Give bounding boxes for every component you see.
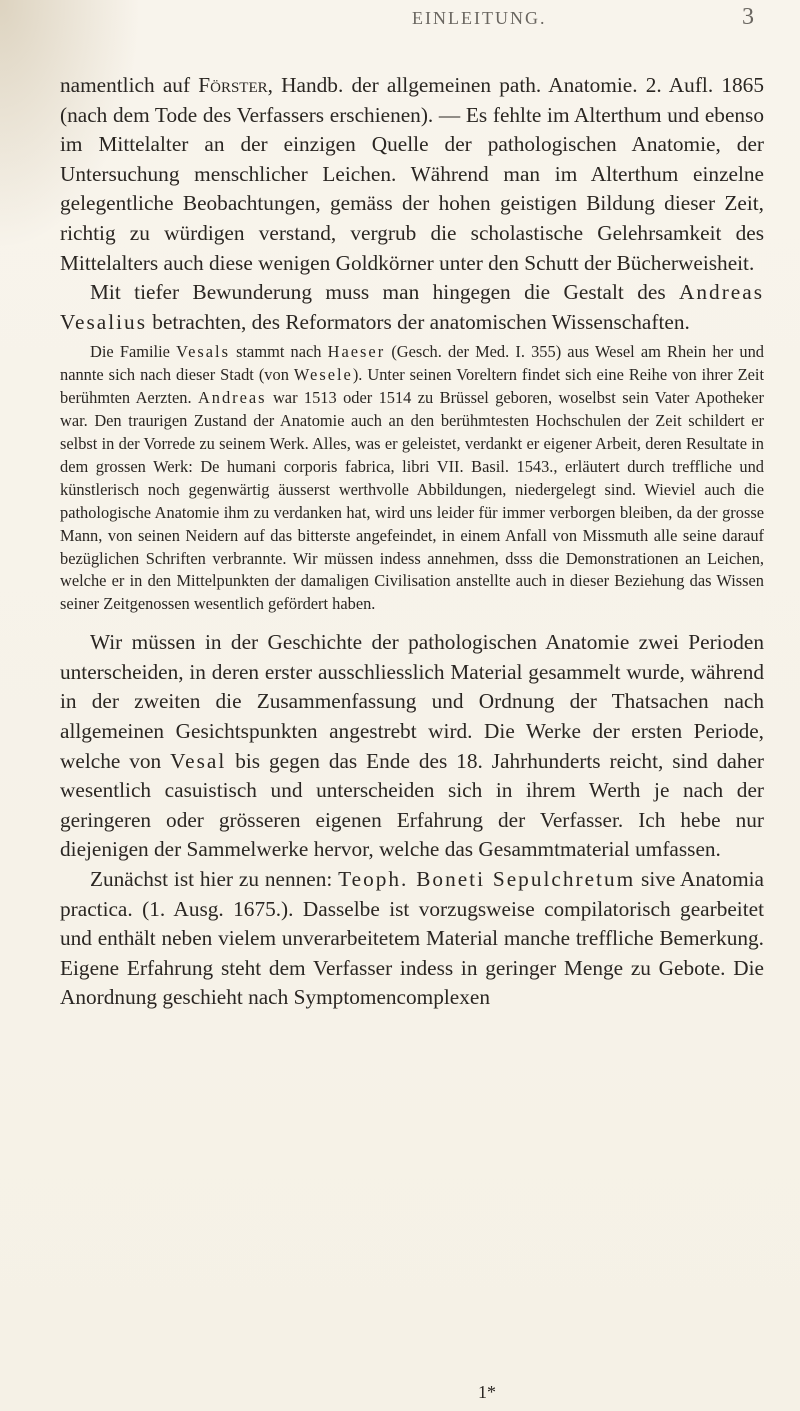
text-run: Mit tiefer Bewunderung muss man hingegen die Gestalt des [90,280,680,305]
footnote-paragraph [60,341,764,616]
running-header [0,6,800,36]
text-run: stammt nach [229,342,328,362]
paragraph [60,71,764,278]
emphasized-text: Andreas Vesalius [60,280,764,334]
emphasized-text: Teoph. Boneti Sepulchretum [338,866,636,891]
emphasized-text: Haeser [327,342,386,362]
body-text [60,71,764,1013]
running-title: EINLEITUNG. [412,8,547,28]
text-run: betrachten, des Reformators der anatomischen Wissenschaften. [146,309,690,334]
text-run: sive Anatomia practica. (1. Ausg. 1675.). Dasselbe ist vorzugsweise compilatorisch gearbeitet und enthält neben vielem unverarbeitetem Material manche treffliche Bemerkung. Eigene Erfahrung steht dem Verfasser indess in geringer Menge zu Gebote. Die Anordnung geschieht nach Symptomencomplexen [60,866,765,1010]
emphasized-text: Vesal [170,748,227,773]
signature-mark: 1* [478,1382,496,1402]
text-run: (Gesch. der Med. I. 355) aus Wesel am Rhein her und nannte sich nach dieser Stadt (von [60,342,764,385]
emphasized-text: Andreas [197,388,267,408]
emphasized-text: Wesele [293,365,353,385]
paragraph [60,628,764,865]
text-run: war 1513 oder 1514 zu Brüssel geboren, woselbst sein Vater Apotheker war. Den traurigen Zustand der Anatomie auch an den berühmtesten Hochschulen der Zeit schildert er selbst in der Vorrede zu seinem Werk. Alles, was er geleistet, verdankt er eigener Arbeit, deren Resultate in dem grossen Werk: De humani corporis fabrica, libri VII. Basil. 1543., erläutert durch treffliche und künstlerisch noch gegenwärtig äusserst werthvolle Abbildungen, niedergelegt sind. Wieviel auch die pathologische Anatomie ihm zu verdanken hat, wird uns leider für immer verborgen bleiben, da der grosse Mann, von seinen Neidern auf das bitterste angefeindet, in einem Anfall von Missmuth alle seine darauf bezüglichen Schriften verbrannte. Wir müssen indess annehmen, dsss die Demonstrationen an Leichen, welche er in den Mittelpunkten der damaligen Civilisation anstellte auch in dieser Beziehung das Wissen seiner Zeitgenossen wesentlich gefördert haben. [60,388,764,614]
paragraph [60,278,764,337]
emphasized-text: Vesals [176,342,230,362]
text-run: namentlich auf [60,73,199,97]
text-run: Zunächst ist hier zu nennen: [90,866,339,891]
paragraph [60,865,764,1013]
text-run: ). Unter seinen Voreltern findet sich eine Reihe von ihrer Zeit berühmten Aerzten. [60,365,764,408]
text-run: bis gegen das Ende des 18. Jahrhunderts reicht, sind daher wesentlich casuistisch und unterscheiden sich in ihrem Werth je nach der geringeren oder grösseren eigenen Erfahrung der Verfasser. Ich hebe nur diejenigen der Sammelwerke hervor, welche das Gesammtmaterial umfassen. [60,748,764,862]
emphasized-text: Förster [198,73,268,97]
page-number: 3 [742,4,754,30]
text-run: Wir müssen in der Geschichte der pathologischen Anatomie zwei Perioden unterscheiden, in deren erster ausschliesslich Material gesammelt wurde, während in der zweiten die Zusammenfassung und Ordnung der Thatsachen nach allgemeinen Gesichtspunkten angestrebt wird. Die Werke der ersten Periode, welche von [60,630,764,773]
text-run: Die Familie [90,342,177,362]
text-run: , Handb. der allgemeinen path. Anatomie. 2. Aufl. 1865 (nach dem Tode des Verfassers erschienen). — Es fehlte im Alterthum und ebenso im Mittelalter an der einzigen Quelle der pathologischen Anatomie, der Untersuchung menschlicher Leichen. Während man im Alterthum einzelne gelegentliche Beobachtungen, gemäss der hohen geistigen Bildung dieser Zeit, richtig zu würdigen verstand, vergrub die scholastische Gelehrsamkeit des Mittelalters auch diese wenigen Goldkörner unter den Schutt der Bücherweisheit. [60,73,764,275]
